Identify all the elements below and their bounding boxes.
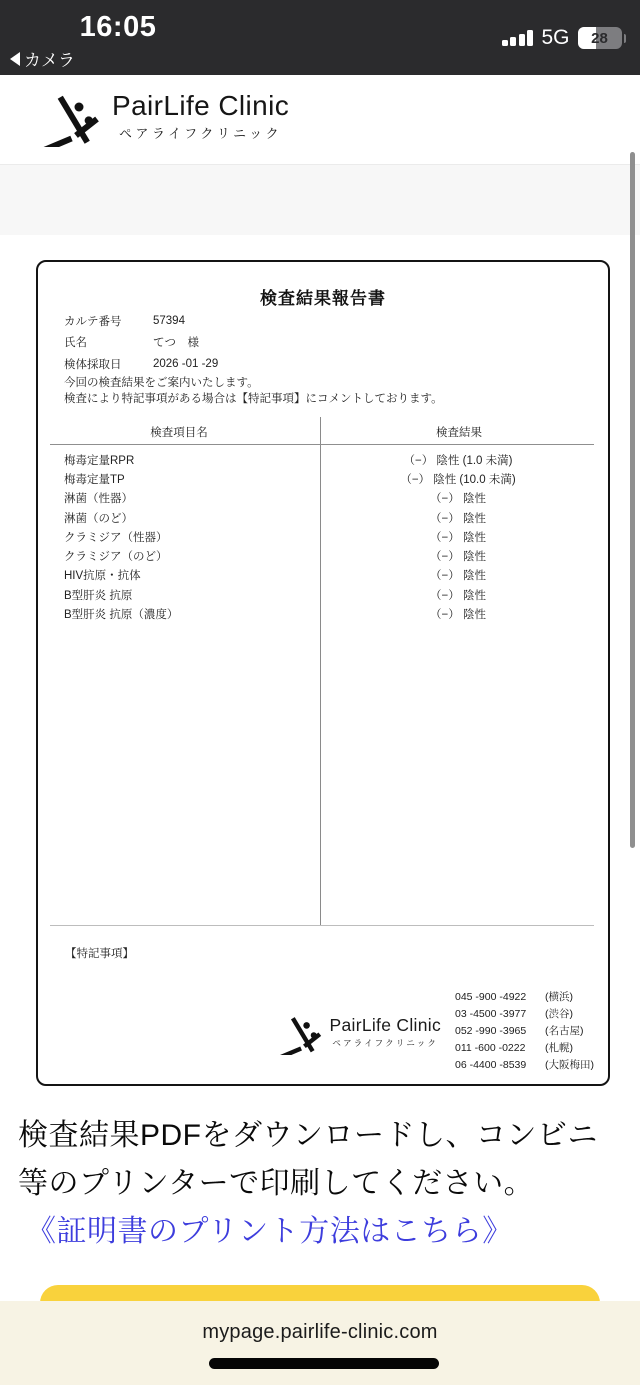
print-guide-link[interactable]: 《証明書のプリント方法はこちら》 [26, 1215, 513, 1248]
back-to-app-button[interactable] [10, 46, 75, 71]
phone-number: 045 -900 -4922 [455, 991, 527, 1003]
phone-number: 011 -600 -0222 [455, 1042, 526, 1054]
table-row [38, 566, 608, 585]
phone-row [455, 1023, 594, 1040]
test-item: 淋菌（性器） [64, 493, 133, 506]
sample-date-value: 2026 -01 -29 [153, 357, 219, 370]
test-result: （−） 陰性 (10.0 未満) [400, 473, 516, 486]
phone-row [455, 1040, 594, 1057]
download-instructions-text: 検査結果PDFをダウンロードし、コンビニ等のプリンターで印刷してください。 [18, 1119, 598, 1200]
test-result: （−） 陰性 [430, 493, 486, 506]
phone-number: 03 -4500 -3977 [455, 1008, 527, 1020]
table-row [38, 469, 608, 488]
test-result: （−） 陰性 [430, 531, 486, 544]
table-row [38, 489, 608, 508]
battery-percent: 28 [591, 29, 608, 47]
phone-number: 052 -990 -3965 [455, 1025, 527, 1037]
test-item: B型肝炎 抗原 [64, 589, 133, 602]
report-intro [64, 375, 443, 407]
test-result: （−） 陰性 [430, 551, 486, 564]
test-result: （−） 陰性 [430, 512, 486, 525]
table-row [38, 450, 608, 469]
info-row-chart-number [64, 310, 218, 332]
test-item: 淋菌（のど） [64, 512, 133, 525]
table-header-line [50, 444, 594, 445]
result-table-body [38, 450, 608, 624]
test-result-report [36, 260, 610, 1086]
phone-area: (札幌) [545, 1042, 573, 1054]
table-row [38, 604, 608, 623]
patient-name-label: 氏名 [64, 337, 87, 350]
column-header-item: 検査項目名 [150, 427, 208, 439]
clinic-logo-icon [40, 85, 100, 147]
signal-strength-icon [502, 30, 534, 46]
battery-icon [578, 27, 622, 49]
status-bar [0, 0, 640, 75]
phone-area: (名古屋) [545, 1025, 584, 1037]
clinic-brand-text [112, 90, 289, 142]
report-title: 検査結果報告書 [260, 289, 386, 308]
phone-row [455, 989, 594, 1006]
home-indicator[interactable] [209, 1358, 439, 1369]
special-notes-label: 【特記事項】 [65, 948, 134, 960]
test-result: （−） 陰性 [430, 589, 486, 602]
phone-area: (横浜) [545, 991, 573, 1003]
battery-cap [624, 34, 627, 43]
chart-number-value: 57394 [153, 314, 185, 327]
test-result: （−） 陰性 (1.0 未満) [403, 454, 513, 467]
address-bar[interactable]: mypage.pairlife-clinic.com [202, 1321, 438, 1343]
footer-clinic-text [330, 1015, 441, 1049]
test-item: HIV抗原・抗体 [64, 570, 141, 583]
intro-line-1: 今回の検査結果をご案内いたします。 [64, 377, 259, 389]
column-header-result: 検査結果 [436, 427, 482, 439]
test-result: （−） 陰性 [430, 570, 486, 583]
test-item: クラミジア（性器） [64, 531, 168, 544]
clock: 16:05 [79, 11, 157, 43]
chart-number-label: カルテ番号 [64, 315, 122, 328]
test-item: 梅毒定量TP [64, 473, 125, 486]
table-row [38, 546, 608, 565]
footer-clinic-name: PairLife Clinic [329, 1014, 441, 1035]
test-item: B型肝炎 抗原（濃度） [64, 609, 179, 622]
header-divider-band [0, 164, 640, 235]
report-footer [278, 989, 594, 1074]
table-bottom-line [50, 925, 594, 926]
test-item: 梅毒定量RPR [64, 454, 135, 467]
info-row-sample-date [64, 353, 218, 375]
clinic-logo[interactable] [40, 85, 289, 147]
site-header [0, 75, 640, 164]
table-row [38, 585, 608, 604]
safari-toolbar [0, 1301, 640, 1385]
phone-area: (渋谷) [545, 1008, 573, 1020]
clinic-name: PairLife Clinic [112, 90, 290, 121]
footer-clinic-name-kana: ペアライフクリニック [332, 1037, 439, 1048]
back-app-label: カメラ [24, 51, 75, 70]
table-row [38, 508, 608, 527]
info-row-name [64, 332, 218, 354]
back-triangle-icon [10, 52, 20, 66]
footer-clinic-logo-icon [278, 1009, 322, 1055]
table-row [38, 527, 608, 546]
intro-line-2: 検査により特記事項がある場合は【特記事項】にコメントしております。 [64, 393, 443, 405]
test-item: クラミジア（のど） [64, 551, 168, 564]
phone-area: (大阪梅田) [545, 1059, 594, 1071]
phone-row [455, 1006, 594, 1023]
phone-row [455, 1057, 594, 1074]
patient-info [64, 310, 218, 375]
footer-clinic-logo [278, 1009, 441, 1055]
sample-date-label: 検体採取日 [64, 358, 122, 371]
network-type-label: 5G [541, 26, 570, 49]
download-instructions [18, 1112, 626, 1256]
clinic-name-kana: ペアライフクリニック [119, 126, 283, 141]
clinic-phone-list [455, 989, 594, 1074]
test-result: （−） 陰性 [430, 609, 486, 622]
patient-name-value: てつ 様 [153, 337, 199, 350]
phone-number: 06 -4400 -8539 [455, 1059, 527, 1071]
page-scrollbar[interactable] [630, 152, 635, 848]
status-indicators [502, 26, 626, 50]
